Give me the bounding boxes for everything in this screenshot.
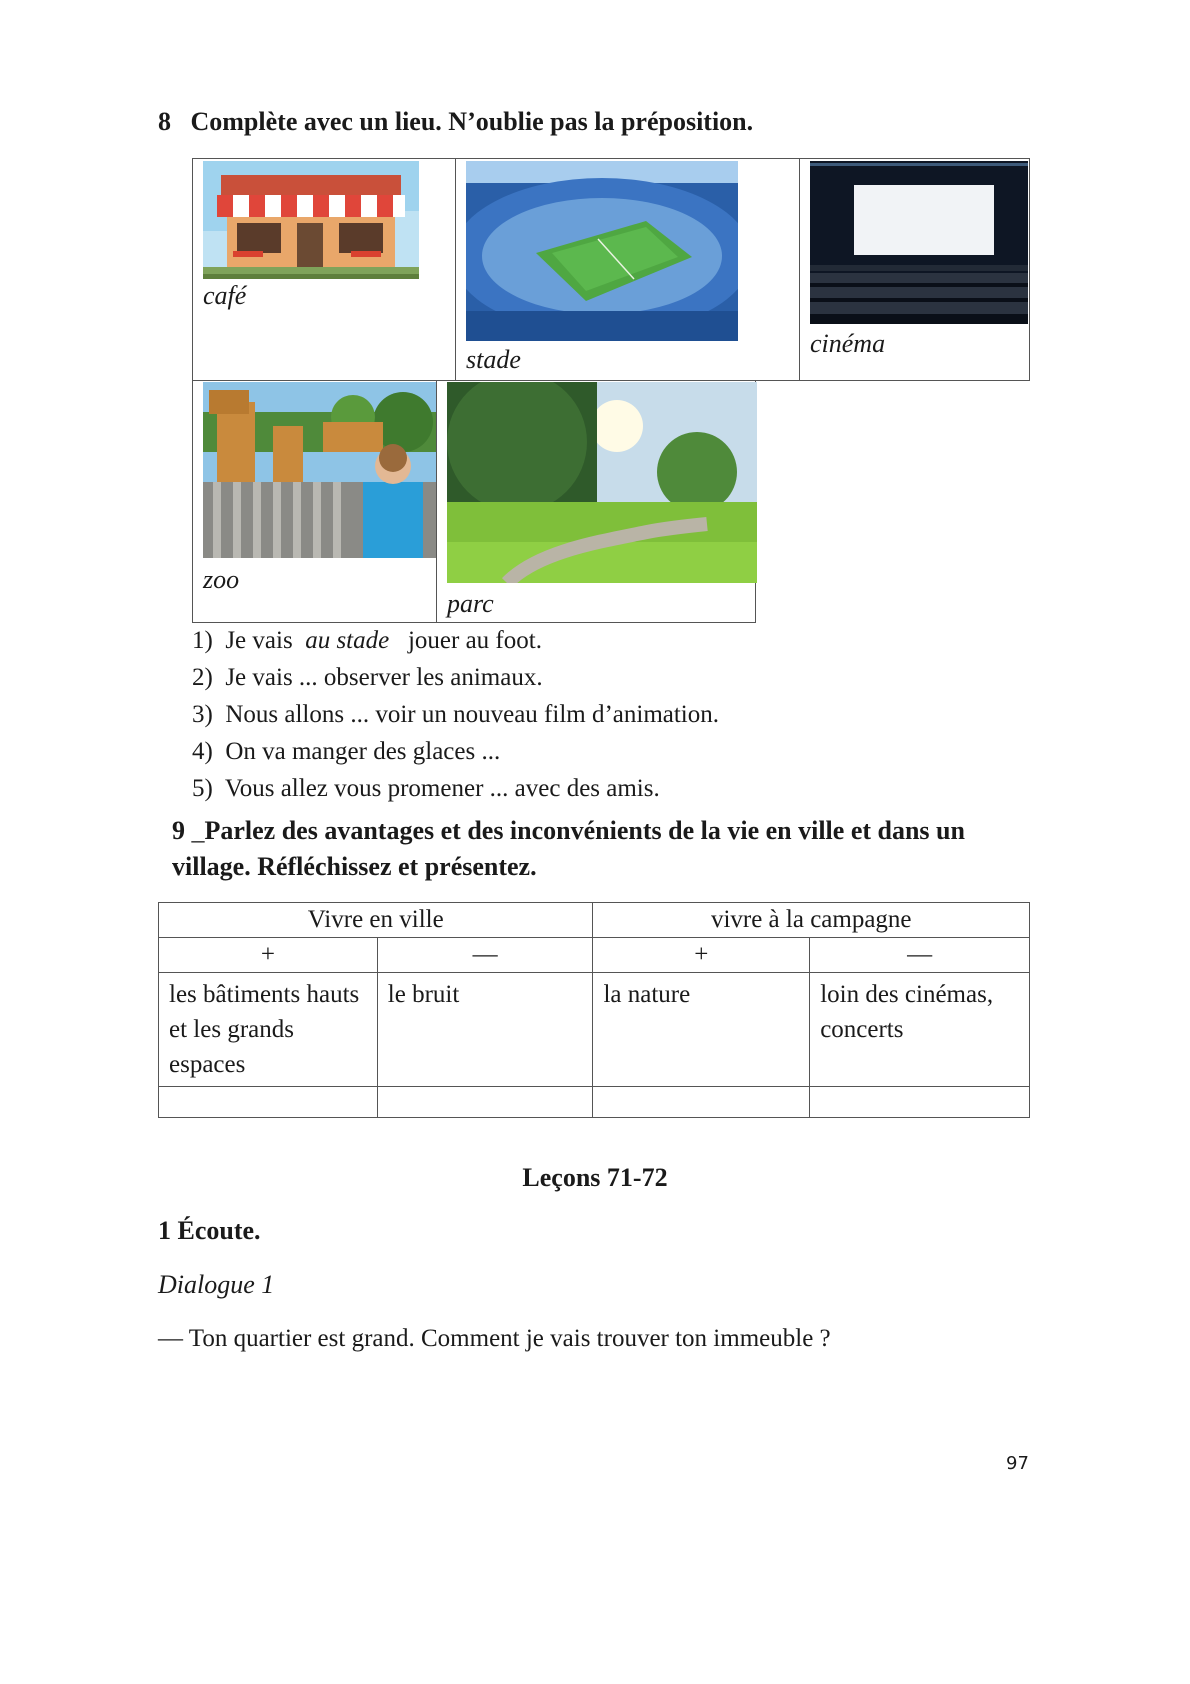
header-city: Vivre en ville [159, 903, 593, 938]
caption-zoo: zoo [203, 565, 240, 594]
exercise-number: 9 [172, 816, 185, 845]
place-cell-cafe [192, 158, 456, 381]
stadium-image [466, 161, 738, 341]
caption-stade: stade [466, 345, 521, 374]
exercise-1-heading: 1 Écoute. [158, 1216, 261, 1245]
cinema-hall-image [810, 161, 1028, 324]
city-minus-header: — [377, 938, 593, 973]
empty-cell[interactable] [593, 1087, 810, 1118]
sentence-3: 3) Nous allons ... voir un nouveau film d’animation. [192, 701, 720, 728]
park-image [447, 382, 757, 583]
table-cell: le bruit [377, 973, 593, 1087]
empty-cell[interactable] [159, 1087, 378, 1118]
caption-cinema: cinéma [810, 329, 886, 358]
dialogue-line: — Ton quartier est grand. Comment je vais trouver ton immeuble ? [158, 1325, 831, 1352]
cafe-storefront-image [203, 161, 419, 279]
caption-parc: parc [447, 589, 494, 618]
empty-cell[interactable] [810, 1087, 1030, 1118]
exercise-9-line-2: village. Réfléchissez et présentez. [172, 852, 537, 881]
place-cell-cinema [799, 158, 1030, 381]
answer-example: au stade [305, 627, 390, 654]
place-cell-parc [436, 380, 756, 623]
table-cell: loin des cinémas, concerts [810, 973, 1030, 1087]
exercise-9-line-1: 9 _Parlez des avantages et des inconvénients de la vie en ville et dans un [172, 816, 965, 845]
lesson-title: Leçons 71-72 [522, 1163, 668, 1192]
exercise-8-heading [158, 104, 753, 140]
country-minus-header: — [810, 938, 1030, 973]
dialogue-label: Dialogue 1 [158, 1270, 275, 1299]
empty-cell[interactable] [377, 1087, 593, 1118]
city-plus-header: + [159, 938, 378, 973]
sentence-1: 1) Je vais au stade jouer au foot. [192, 627, 542, 654]
sentence-list [192, 622, 719, 807]
place-cell-zoo [192, 380, 437, 623]
zoo-giraffes-image [203, 382, 437, 558]
exercise-number: 8 [158, 107, 171, 136]
sentence-2: 2) Je vais ... observer les animaux. [192, 664, 543, 691]
sentence-4: 4) On va manger des glaces ... [192, 738, 501, 765]
exercise-9-heading [172, 813, 965, 885]
exercise-title: Complète avec un lieu. N’oublie pas la préposition. [190, 107, 754, 136]
place-cell-stade [455, 158, 800, 381]
table-cell: les bâtiments hauts et les grands espaces [159, 973, 378, 1087]
table-cell: la nature [593, 973, 810, 1087]
header-countryside: vivre à la campagne [593, 903, 1030, 938]
page-number: 97 [1006, 1453, 1029, 1474]
sentence-5: 5) Vous allez vous promener ... avec des amis. [192, 775, 660, 802]
pros-cons-table [158, 902, 1030, 1118]
caption-cafe: café [203, 281, 247, 310]
country-plus-header: + [593, 938, 810, 973]
